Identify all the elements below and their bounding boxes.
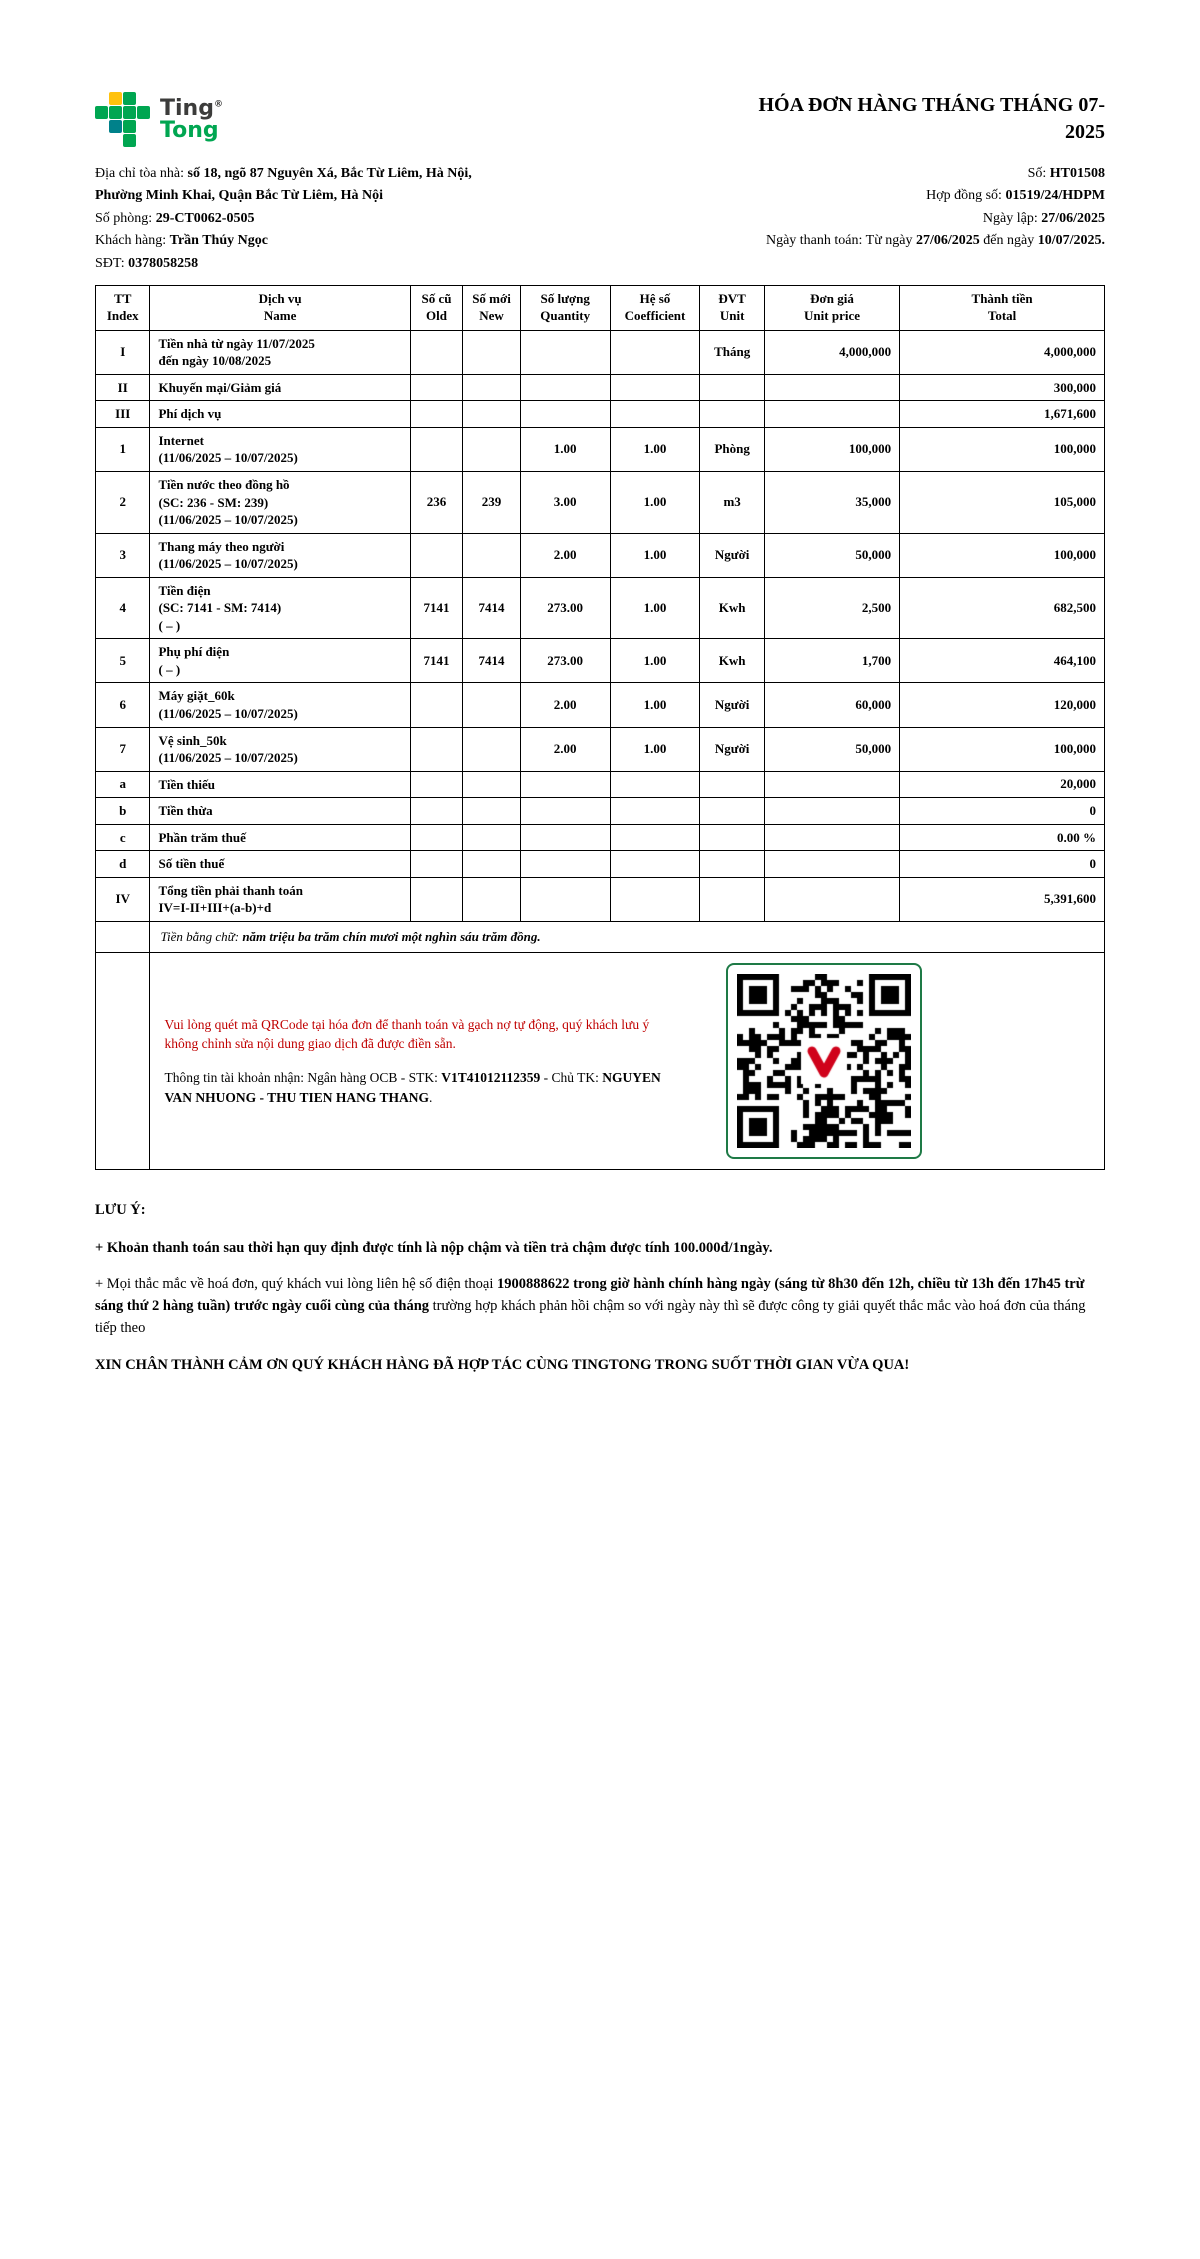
logo-pixel (109, 106, 122, 119)
total-cell: 464,100 (900, 639, 1105, 683)
column-header: Số cũ Old (410, 285, 462, 330)
table-row (96, 472, 1105, 534)
building-address-line1: Địa chỉ tòa nhà: số 18, ngõ 87 Nguyên Xá, Bắc Từ Liêm, Hà Nội, (95, 166, 472, 181)
invoice-number-line: Số: HT01508 (1027, 166, 1105, 181)
total-cell: 100,000 (900, 427, 1105, 471)
qty-cell (520, 877, 610, 921)
coef-cell: 1.00 (610, 427, 700, 471)
index-cell: 7 (96, 727, 150, 771)
old-cell (410, 771, 462, 798)
table-row (96, 771, 1105, 798)
tingtong-logo (95, 92, 223, 147)
coef-cell (610, 771, 700, 798)
table-row (96, 533, 1105, 577)
coef-cell (610, 877, 700, 921)
qty-cell (520, 824, 610, 851)
service-name-cell: Thang máy theo người (11/06/2025 – 10/07/2025) (150, 533, 410, 577)
unit-cell (700, 798, 765, 825)
table-row (96, 577, 1105, 639)
old-cell (410, 683, 462, 727)
price-cell: 50,000 (764, 727, 899, 771)
logo-pixel (123, 106, 136, 119)
total-cell: 0 (900, 798, 1105, 825)
service-name-cell: Phần trăm thuế (150, 824, 410, 851)
price-cell (764, 401, 899, 428)
coef-cell: 1.00 (610, 577, 700, 639)
coef-cell (610, 374, 700, 401)
logo-pixel (123, 92, 136, 105)
qty-cell: 1.00 (520, 427, 610, 471)
new-cell (463, 771, 521, 798)
unit-cell (700, 771, 765, 798)
price-cell (764, 771, 899, 798)
column-header: Đơn giá Unit price (764, 285, 899, 330)
invoice-header (95, 92, 1105, 147)
price-cell: 100,000 (764, 427, 899, 471)
old-cell (410, 330, 462, 374)
customer-info (95, 163, 580, 275)
price-cell (764, 798, 899, 825)
old-cell: 7141 (410, 577, 462, 639)
unit-cell: Người (700, 727, 765, 771)
logo-pixel (137, 106, 150, 119)
index-cell: 5 (96, 639, 150, 683)
table-header-row (96, 285, 1105, 330)
total-cell: 682,500 (900, 577, 1105, 639)
index-cell: c (96, 824, 150, 851)
index-cell: 1 (96, 427, 150, 471)
new-cell: 239 (463, 472, 521, 534)
new-cell (463, 824, 521, 851)
price-cell (764, 374, 899, 401)
empty-index-cell (96, 921, 150, 952)
unit-cell (700, 374, 765, 401)
new-cell (463, 374, 521, 401)
empty-index-cell (96, 952, 150, 1169)
total-cell: 105,000 (900, 472, 1105, 534)
column-header: Số lượng Quantity (520, 285, 610, 330)
new-cell: 7414 (463, 577, 521, 639)
new-cell (463, 877, 521, 921)
service-name-cell: Phụ phí điện ( – ) (150, 639, 410, 683)
coef-cell: 1.00 (610, 683, 700, 727)
total-cell: 100,000 (900, 727, 1105, 771)
logo-pixel (123, 134, 136, 147)
table-row (96, 639, 1105, 683)
unit-cell: Kwh (700, 577, 765, 639)
invoice-info (95, 163, 1105, 275)
index-cell: a (96, 771, 150, 798)
old-cell (410, 824, 462, 851)
qty-cell (520, 851, 610, 878)
unit-cell (700, 824, 765, 851)
tingtong-logo-icon (95, 92, 150, 147)
qty-cell: 2.00 (520, 683, 610, 727)
index-cell: 4 (96, 577, 150, 639)
qty-cell (520, 401, 610, 428)
new-cell (463, 798, 521, 825)
service-name-cell: Tổng tiền phải thanh toán IV=I-II+III+(a-b)+d (150, 877, 410, 921)
service-name-cell: Phí dịch vụ (150, 401, 410, 428)
price-cell: 60,000 (764, 683, 899, 727)
contract-number-line: Hợp đồng số: 01519/24/HDPM (926, 188, 1105, 204)
service-name-cell: Tiền thiếu (150, 771, 410, 798)
logo-word-tong: Tong (160, 117, 219, 143)
thank-you-note: XIN CHÂN THÀNH CẢM ƠN QUÝ KHÁCH HÀNG ĐÃ HỢP TÁC CÙNG TINGTONG TRONG SUỐT THỜI GIAN VỪA QUA! (95, 1356, 910, 1373)
coef-cell: 1.00 (610, 472, 700, 534)
new-cell (463, 727, 521, 771)
qty-cell (520, 771, 610, 798)
unit-cell: Phòng (700, 427, 765, 471)
column-header: ĐVT Unit (700, 285, 765, 330)
new-cell (463, 401, 521, 428)
qty-cell (520, 374, 610, 401)
unit-cell: m3 (700, 472, 765, 534)
notes-heading: LƯU Ý: (95, 1201, 146, 1218)
column-header: Dịch vụ Name (150, 285, 410, 330)
old-cell (410, 798, 462, 825)
price-cell: 1,700 (764, 639, 899, 683)
support-contact-note: + Mọi thắc mắc về hoá đơn, quý khách vui lòng liên hệ số điện thoại 1900888622 trong giờ hành chính hàng ngày (sáng từ 8h30 đến 12h, chiều từ 13h đến 17h45 trừ sáng thứ 2 hàng tuần) trước ngày cuối cùng của tháng trường hợp khách phản hồi chậm so với ngày này thì sẽ được công ty giải quyết thắc mắc vào hoá đơn của tháng tiếp theo (95, 1276, 1086, 1336)
logo-pixel (109, 120, 122, 133)
table-row (96, 798, 1105, 825)
logo-pixel (95, 106, 108, 119)
service-name-cell: Vệ sinh_50k (11/06/2025 – 10/07/2025) (150, 727, 410, 771)
coef-cell (610, 824, 700, 851)
service-name-cell: Tiền nhà từ ngày 11/07/2025 đến ngày 10/08/2025 (150, 330, 410, 374)
price-cell (764, 824, 899, 851)
price-cell: 4,000,000 (764, 330, 899, 374)
total-cell: 120,000 (900, 683, 1105, 727)
service-name-cell: Số tiền thuế (150, 851, 410, 878)
qty-cell: 3.00 (520, 472, 610, 534)
qty-cell (520, 330, 610, 374)
qty-cell (520, 798, 610, 825)
service-name-cell: Tiền nước theo đồng hồ (SC: 236 - SM: 239) (11/06/2025 – 10/07/2025) (150, 472, 410, 534)
total-cell: 1,671,600 (900, 401, 1105, 428)
registered-mark: ® (213, 99, 223, 110)
coef-cell (610, 401, 700, 428)
total-cell: 4,000,000 (900, 330, 1105, 374)
logo-word-ting: Ting (160, 95, 214, 121)
index-cell: IV (96, 877, 150, 921)
payment-date-line: Ngày thanh toán: Từ ngày 27/06/2025 đến ngày 10/07/2025. (765, 233, 1105, 249)
contract-info (600, 163, 1105, 275)
invoice-footer-notes (95, 1200, 1105, 1377)
unit-cell (700, 401, 765, 428)
old-cell (410, 374, 462, 401)
old-cell (410, 427, 462, 471)
column-header: Hệ số Coefficient (610, 285, 700, 330)
old-cell (410, 533, 462, 577)
old-cell (410, 851, 462, 878)
tingtong-logo-text (160, 95, 223, 143)
customer-name-line: Khách hàng: Trần Thúy Ngọc (95, 233, 268, 249)
qty-cell: 273.00 (520, 639, 610, 683)
logo-pixel (109, 92, 122, 105)
price-cell (764, 851, 899, 878)
room-number-line: Số phòng: 29-CT0062-0505 (95, 210, 255, 226)
index-cell: 3 (96, 533, 150, 577)
coef-cell (610, 798, 700, 825)
unit-cell: Người (700, 533, 765, 577)
index-cell: II (96, 374, 150, 401)
price-cell (764, 877, 899, 921)
logo-pixel (123, 120, 136, 133)
new-cell (463, 533, 521, 577)
unit-cell (700, 851, 765, 878)
qty-cell: 2.00 (520, 533, 610, 577)
qty-cell: 273.00 (520, 577, 610, 639)
total-cell: 0 (900, 851, 1105, 878)
index-cell: III (96, 401, 150, 428)
table-row (96, 427, 1105, 471)
index-cell: b (96, 798, 150, 825)
old-cell (410, 401, 462, 428)
unit-cell: Người (700, 683, 765, 727)
old-cell (410, 727, 462, 771)
phone-line: SĐT: 0378058258 (95, 255, 199, 271)
service-name-cell: Tiền điện (SC: 7141 - SM: 7414) ( – ) (150, 577, 410, 639)
payment-section (150, 952, 1105, 1169)
column-header: TT Index (96, 285, 150, 330)
table-row (96, 851, 1105, 878)
price-cell: 50,000 (764, 533, 899, 577)
table-row (96, 683, 1105, 727)
old-cell: 7141 (410, 639, 462, 683)
service-name-cell: Internet (11/06/2025 – 10/07/2025) (150, 427, 410, 471)
qr-code-frame (726, 963, 922, 1159)
total-cell: 300,000 (900, 374, 1105, 401)
total-cell: 0.00 % (900, 824, 1105, 851)
column-header: Số mới New (463, 285, 521, 330)
invoice-table-head (96, 285, 1105, 330)
new-cell (463, 683, 521, 727)
new-cell (463, 427, 521, 471)
invoice-table-body (96, 330, 1105, 921)
old-cell: 236 (410, 472, 462, 534)
coef-cell: 1.00 (610, 639, 700, 683)
payment-instructions (164, 1015, 664, 1107)
coef-cell: 1.00 (610, 727, 700, 771)
qty-cell: 2.00 (520, 727, 610, 771)
table-row (96, 330, 1105, 374)
service-name-cell: Khuyến mại/Giảm giá (150, 374, 410, 401)
price-cell: 35,000 (764, 472, 899, 534)
table-row (96, 877, 1105, 921)
table-row (96, 824, 1105, 851)
late-payment-note: + Khoản thanh toán sau thời hạn quy định được tính là nộp chậm và tiền trả chậm được tính 100.000đ/1ngày. (95, 1239, 773, 1256)
coef-cell (610, 851, 700, 878)
old-cell (410, 877, 462, 921)
unit-cell: Tháng (700, 330, 765, 374)
invoice-table-extra (96, 921, 1105, 1169)
total-cell: 5,391,600 (900, 877, 1105, 921)
index-cell: 2 (96, 472, 150, 534)
payment-qr-row (96, 952, 1105, 1169)
coef-cell: 1.00 (610, 533, 700, 577)
qr-payment-notice: Vui lòng quét mã QRCode tại hóa đơn để thanh toán và gạch nợ tự động, quý khách lưu ý không chỉnh sửa nội dung giao dịch đã được điền sẵn. (164, 1016, 650, 1052)
unit-cell (700, 877, 765, 921)
amount-in-words-row (96, 921, 1105, 952)
service-name-cell: Tiền thừa (150, 798, 410, 825)
bank-account-info: Thông tin tài khoản nhận: Ngân hàng OCB - STK: V1T41012112359 - Chủ TK: NGUYEN VAN NHUONG - THU TIEN HANG THANG. (164, 1069, 661, 1105)
column-header: Thành tiền Total (900, 285, 1105, 330)
coef-cell (610, 330, 700, 374)
new-cell (463, 851, 521, 878)
amount-in-words: Tiền bằng chữ: năm triệu ba trăm chín mươi một nghìn sáu trăm đồng. (150, 921, 1105, 952)
invoice-table (95, 285, 1105, 1170)
unit-cell: Kwh (700, 639, 765, 683)
new-cell: 7414 (463, 639, 521, 683)
table-row (96, 727, 1105, 771)
total-cell: 100,000 (900, 533, 1105, 577)
index-cell: d (96, 851, 150, 878)
table-row (96, 401, 1105, 428)
index-cell: I (96, 330, 150, 374)
new-cell (463, 330, 521, 374)
document-title: HÓA ĐƠN HÀNG THÁNG THÁNG 07-2025 (758, 94, 1105, 143)
table-row (96, 374, 1105, 401)
building-address-line2: Phường Minh Khai, Quận Bắc Từ Liêm, Hà Nội (95, 188, 384, 204)
payment-qr-code (737, 974, 911, 1148)
price-cell: 2,500 (764, 577, 899, 639)
issue-date-line: Ngày lập: 27/06/2025 (982, 210, 1105, 226)
service-name-cell: Máy giặt_60k (11/06/2025 – 10/07/2025) (150, 683, 410, 727)
index-cell: 6 (96, 683, 150, 727)
total-cell: 20,000 (900, 771, 1105, 798)
